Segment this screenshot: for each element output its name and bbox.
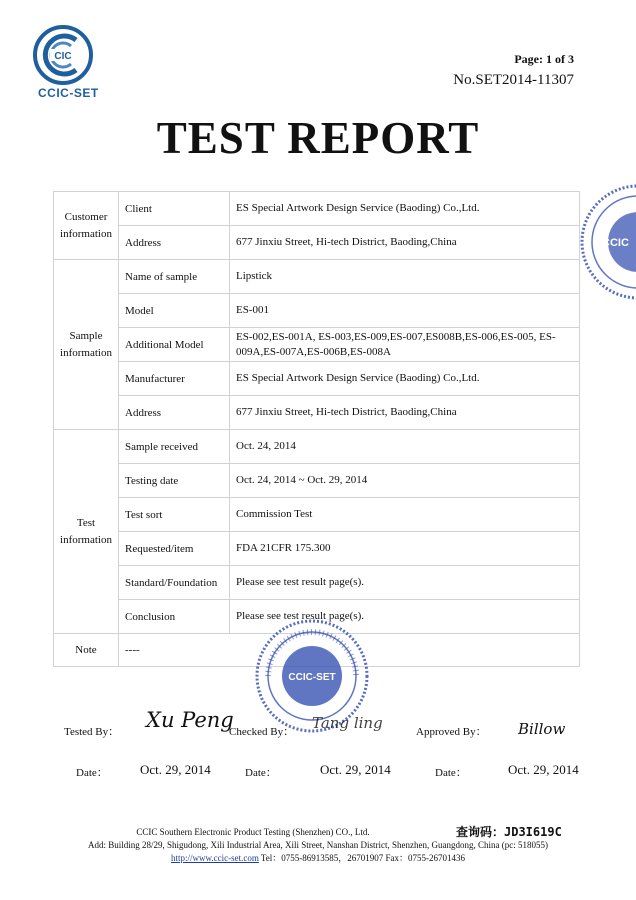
group-label-test: Test information — [54, 430, 119, 634]
table-row — [54, 328, 580, 362]
footer-company: CCIC Southern Electronic Product Testing (Shenzhen) CO., Ltd. — [136, 827, 370, 837]
checked-by-label: Checked By： — [229, 726, 295, 738]
table-row — [54, 464, 580, 498]
company-logo — [32, 24, 122, 91]
approved-by-signature: Billow — [518, 720, 566, 738]
date-tested: Oct. 29, 2014 — [140, 762, 211, 777]
field-value: Please see test result page(s). — [230, 600, 580, 634]
official-stamp-partial — [576, 182, 636, 307]
page-title: TEST REPORT — [156, 113, 480, 163]
date-label: Date： — [435, 767, 467, 779]
tested-by-signature: Xu Peng — [146, 708, 234, 732]
table-row — [54, 532, 580, 566]
field-value: 677 Jinxiu Street, Hi-tech District, Baoding,China — [230, 226, 580, 260]
field-label: Testing date — [119, 464, 230, 498]
table-row — [54, 260, 580, 294]
field-label: Conclusion — [119, 600, 230, 634]
field-value: Please see test result page(s). — [230, 566, 580, 600]
field-label: Sample received — [119, 430, 230, 464]
date-approved: Oct. 29, 2014 — [508, 762, 579, 777]
stamp-text: CCIC-SET — [288, 672, 336, 683]
table-row — [54, 226, 580, 260]
table-row — [54, 566, 580, 600]
field-value: Oct. 24, 2014 ~ Oct. 29, 2014 — [230, 464, 580, 498]
note-value: ---- — [119, 634, 580, 667]
logo-text: CCIC-SET — [38, 86, 99, 100]
table-row — [54, 192, 580, 226]
field-value: ES Special Artwork Design Service (Baoding) Co.,Ltd. — [230, 192, 580, 226]
field-value: Oct. 24, 2014 — [230, 430, 580, 464]
field-value: Commission Test — [230, 498, 580, 532]
field-label: Address — [119, 226, 230, 260]
field-value: ES-001 — [230, 294, 580, 328]
table-row — [54, 430, 580, 464]
group-label-sample: Sample information — [54, 260, 119, 430]
field-value: ES Special Artwork Design Service (Baoding) Co.,Ltd. — [230, 362, 580, 396]
field-label: Manufacturer — [119, 362, 230, 396]
tested-by-label: Tested By： — [64, 726, 120, 738]
field-label: Standard/Foundation — [119, 566, 230, 600]
footer-phone-fax: Tel：0755-86913585，26701907 Fax：0755-26701436 — [258, 853, 466, 864]
field-label: Additional Model — [119, 328, 230, 362]
field-value: Lipstick — [230, 260, 580, 294]
stamp-seal-icon — [576, 182, 636, 302]
svg-text:CCIC: CCIC — [602, 237, 629, 249]
field-label: Name of sample — [119, 260, 230, 294]
date-checked: Oct. 29, 2014 — [320, 762, 391, 777]
field-value: ES-002,ES-001A, ES-003,ES-009,ES-007,ES008B,ES-006,ES-005, ES-009A,ES-007A,ES-006B,ES-008A — [230, 328, 580, 362]
field-value: FDA 21CFR 175.300 — [230, 532, 580, 566]
field-label: Client — [119, 192, 230, 226]
table-row — [54, 294, 580, 328]
field-label: Address — [119, 396, 230, 430]
date-label: Date： — [245, 767, 277, 779]
report-info-table — [53, 191, 580, 667]
date-label: Date： — [76, 767, 108, 779]
field-label: Test sort — [119, 498, 230, 532]
footer-contact — [0, 852, 636, 865]
page-indicator: Page: 1 of 3 — [514, 52, 574, 66]
table-row — [54, 498, 580, 532]
footer-address: Add: Building 28/29, Shigudong, Xili Industrial Area, Xili Street, Nanshan District, Shenzhen, Guangdong, China (pc: 518055) — [88, 840, 548, 851]
approved-by-label: Approved By： — [416, 726, 487, 738]
checked-by-signature: Tang ling — [312, 714, 383, 732]
report-number: No.SET2014-11307 — [453, 72, 574, 88]
query-code: 查询码：JD3I619C — [456, 825, 562, 839]
group-label-customer: Customer information — [54, 192, 119, 260]
footer-website-link[interactable]: http://www.ccic-set.com — [170, 853, 259, 864]
logo-inner-text: CIC — [54, 51, 72, 62]
field-value: 677 Jinxiu Street, Hi-tech District, Baoding,China — [230, 396, 580, 430]
note-label: Note — [54, 634, 119, 667]
ccic-logo-icon — [32, 24, 94, 86]
table-row — [54, 362, 580, 396]
field-label: Model — [119, 294, 230, 328]
table-row — [54, 396, 580, 430]
field-label: Requested/item — [119, 532, 230, 566]
